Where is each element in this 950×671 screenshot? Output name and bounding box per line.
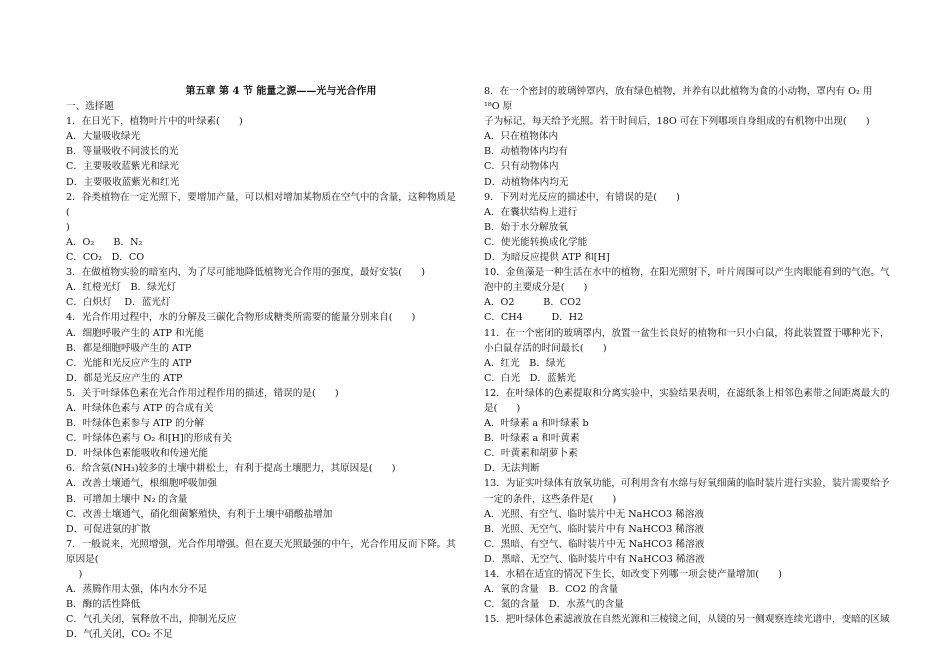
text-line: 7．一般说来，光照增强，光合作用增强。但在夏天光照最强的中午，光合作用反而下降。其原因是( bbox=[66, 538, 456, 565]
text-line: A．只在植物体内 bbox=[484, 131, 559, 143]
text-line: D．气孔关闭，CO₂ 不足 bbox=[66, 629, 173, 641]
text-line: 是( ) bbox=[484, 402, 521, 414]
page-title: 第五章 第 4 节 能量之源——光与光合作用 bbox=[185, 86, 377, 97]
text-line: C．只有动物体内 bbox=[484, 161, 559, 173]
text-line: 14．水稻在适宜的情况下生长，如改变下列哪一项会使产量增加( ) bbox=[484, 569, 782, 580]
text-line: A．在囊状结构上进行 bbox=[484, 206, 578, 218]
text-line: 3．在做植物实验的暗室内，为了尽可能地降低植物光合作用的强度，最好安装( ) bbox=[66, 267, 425, 279]
text-line: 15．把叶绿体色素滤液放在自然光源和三棱镜之间，从镜的另一侧观察连续光谱中，变暗的区域 bbox=[484, 614, 890, 626]
text-line: C．使光能转换成化学能 bbox=[484, 236, 588, 248]
left-question-list bbox=[66, 99, 456, 642]
text-line: A．氧的含量 B．CO2 的含量 bbox=[484, 584, 619, 596]
text-line: 6．给含氨(NH₃)较多的土壤中耕松土，有利于提高土壤肥力，其原因是( ) bbox=[66, 463, 396, 475]
text-line: 8．在一个密封的玻璃钟罩内，放有绿色植物，并养有以此植物为食的小动物，罩内有 O₂ 用 ¹⁸O 原 bbox=[484, 86, 876, 113]
text-line: B．等量吸收不同波长的光 bbox=[66, 146, 179, 158]
text-line: A．O₂ B．N₂ bbox=[66, 236, 143, 248]
text-line: B．动植物体内均有 bbox=[484, 146, 568, 158]
text-line: 一、选择题 bbox=[66, 101, 114, 113]
text-line: D．无法判断 bbox=[484, 463, 540, 475]
text-line: ) bbox=[66, 569, 83, 580]
text-line: 泡中的主要成分是( ) bbox=[484, 282, 588, 294]
left-column bbox=[66, 84, 456, 642]
text-line: A．蒸腾作用太强，体内水分不足 bbox=[66, 584, 208, 596]
text-line: A．改善土壤通气，根细胞呼吸加强 bbox=[66, 478, 217, 490]
text-line: B．叶绿素 a 和叶黄素 bbox=[484, 433, 580, 445]
text-line: 12．在叶绿体的色素提取和分离实验中，实验结果表明，在滤纸条上相邻色素带之间距离最大的 bbox=[484, 387, 890, 399]
text-line: B．都是细胞呼吸产生的 ATP bbox=[66, 342, 192, 354]
right-question-list bbox=[484, 84, 890, 627]
text-line: D．为暗反应提供 ATP 和[H] bbox=[484, 252, 610, 264]
text-line: 2．谷类植物在一定光照下，要增加产量，可以相对增加某物质在空气中的含量，这种物质是( bbox=[66, 191, 456, 218]
text-line: B．可增加土壤中 N₂ 的含量 bbox=[66, 493, 188, 505]
text-line: 10．金鱼藻是一种生活在水中的植物，在阳光照射下，叶片周围可以产生肉眼能看到的气泡。气 bbox=[484, 267, 890, 279]
text-line: A．光照、有空气、临时装片中无 NaHCO3 稀溶液 bbox=[484, 508, 704, 520]
text-line: 一定的条件，这些条件是( ) bbox=[484, 493, 617, 505]
text-line: C．光能和光反应产生的 ATP bbox=[66, 357, 192, 369]
text-line: A．红橙光灯 B．绿光灯 bbox=[66, 282, 176, 294]
text-line: 小白鼠存活的时间最长( ) bbox=[484, 342, 607, 354]
text-line: A．叶绿素 a 和叶绿素 b bbox=[484, 418, 589, 430]
text-line: D．黑暗、无空气、临时装片中有 NaHCO3 稀溶液 bbox=[484, 553, 705, 565]
text-line: 9．下列对光反应的描述中，有错误的是( ) bbox=[484, 191, 680, 203]
text-line: C．白光 D．蓝紫光 bbox=[484, 372, 576, 384]
text-line: ) bbox=[66, 221, 70, 233]
text-line: C．黑暗、有空气、临时装片中无 NaHCO3 稀溶液 bbox=[484, 538, 705, 550]
text-line: 子为标记，每天给予光照。若干时间后，18O 可在下列哪项自身组成的有机物中出现( ) bbox=[484, 116, 870, 128]
right-column bbox=[484, 84, 890, 627]
text-line: D．动植物体内均无 bbox=[484, 176, 569, 188]
text-line: C．CH4 D．H2 bbox=[484, 312, 584, 324]
text-line: 4．光合作用过程中，水的分解及三碳化合物形成糖类所需要的能量分别来自( ) bbox=[66, 312, 416, 324]
text-line: B．光照、无空气、临时装片中有 NaHCO3 稀溶液 bbox=[484, 523, 705, 535]
text-line: 1．在日光下，植物叶片中的叶绿素( ) bbox=[66, 116, 243, 128]
text-line: D．主要吸收蓝紫光和红光 bbox=[66, 176, 180, 188]
text-line: A．红光 B．绿光 bbox=[484, 357, 566, 369]
text-line: C．改善土壤通气，硝化细菌繁殖快，有利于土壤中硝酸盐增加 bbox=[66, 508, 333, 520]
text-line: A．大量吸收绿光 bbox=[66, 131, 141, 143]
text-line: C．氮的含量 D．水蒸气的含量 bbox=[484, 599, 624, 611]
text-line: C．主要吸收蓝紫光和绿光 bbox=[66, 161, 179, 173]
text-line: C．叶黄素和胡萝卜素 bbox=[484, 448, 578, 460]
text-line: D．可促进氨的扩散 bbox=[66, 523, 151, 535]
text-line: A．O2 B．CO2 bbox=[484, 297, 582, 309]
text-line: A．细胞呼吸产生的 ATP 和光能 bbox=[66, 327, 204, 339]
text-line: 13．为证实叶绿体有放氧功能，可利用含有水绵与好氧细菌的临时装片进行实验，装片需要给予 bbox=[484, 478, 890, 490]
text-line: 11．在一个密闭的玻璃罩内，放置一盆生长良好的植物和一只小白鼠，将此装置置于哪种光下， bbox=[484, 327, 890, 339]
text-line: A．叶绿体色素与 ATP 的合成有关 bbox=[66, 402, 214, 414]
text-line: C．CO₂ D．CO bbox=[66, 252, 145, 264]
text-line: B．叶绿体色素参与 ATP 的分解 bbox=[66, 418, 204, 430]
text-line: 5．关于叶绿体色素在光合作用过程作用的描述，错误的是( ) bbox=[66, 387, 339, 399]
text-line: C．白炽灯 D．蓝光灯 bbox=[66, 297, 171, 309]
text-line: D．叶绿体色素能吸收和传递光能 bbox=[66, 448, 209, 460]
text-line: C．叶绿体色素与 O₂ 和[H]的形成有关 bbox=[66, 433, 232, 445]
text-line: B．始于水分解放氧 bbox=[484, 221, 568, 233]
text-line: C．气孔关闭，氧释放不出，抑制光反应 bbox=[66, 614, 237, 626]
text-line: D．都是光反应产生的 ATP bbox=[66, 372, 183, 384]
text-line: B．酶的活性降低 bbox=[66, 599, 141, 611]
